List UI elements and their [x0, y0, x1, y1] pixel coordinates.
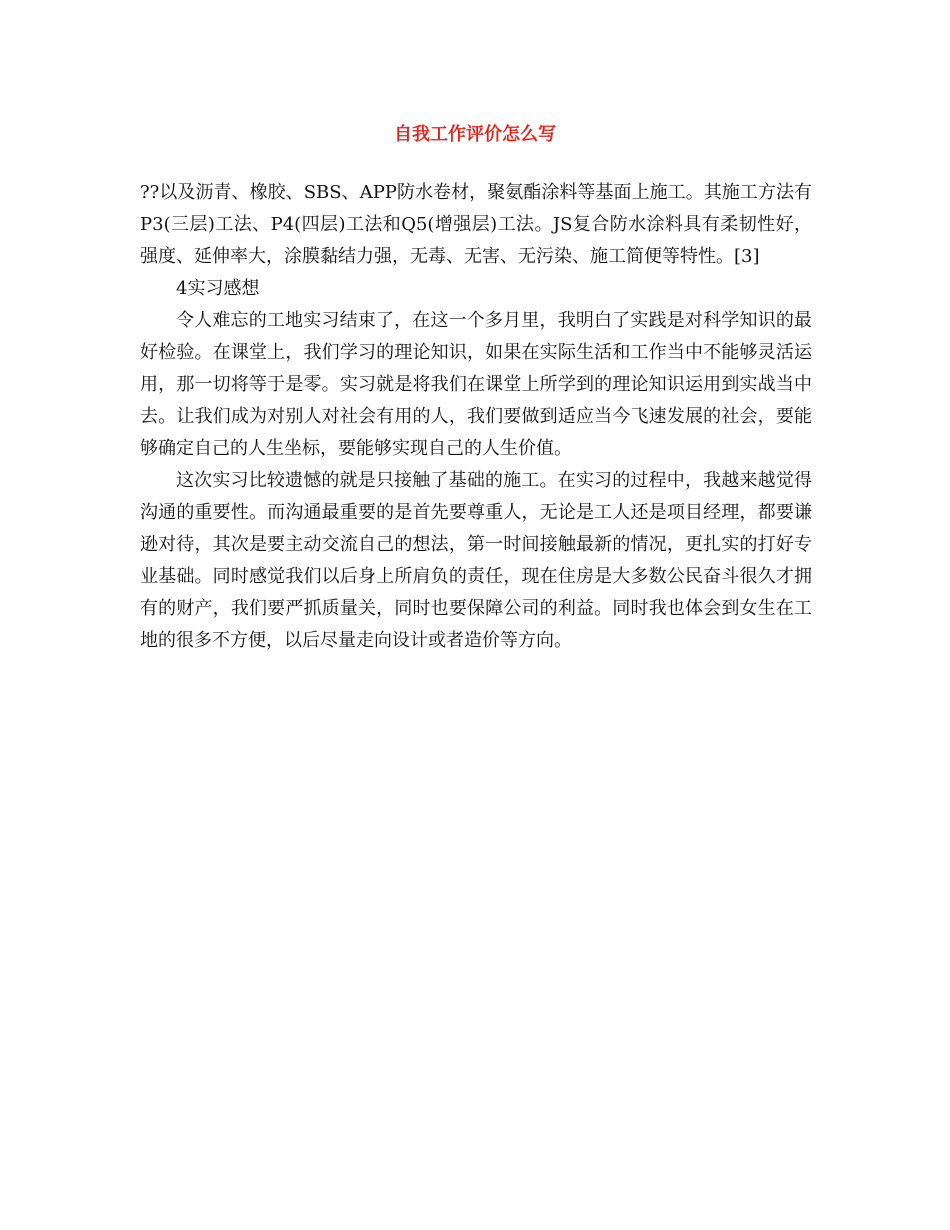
paragraph: 这次实习比较遗憾的就是只接触了基础的施工。在实习的过程中，我越来越觉得沟通的重要性。而沟通最重要的是首先要尊重人，无论是工人还是项目经理，都要谦逊对待，其次是要主动交流自己的想法，第一时间接触最新的情况，更扎实的打好专业基础。同时感觉我们以后身上所肩负的责任，现在住房是大多数公民奋斗很久才拥有的财产，我们要严抓质量关，同时也要保障公司的利益。同时我也体会到女生在工地的很多不方便，以后尽量走向设计或者造价等方向。	[140, 470, 812, 651]
paragraph-continued: ??以及沥青、橡胶、SBS、APP防水卷材，聚氨酯涂料等基面上施工。其施工方法有P3(三层)工法、P4(四层)工法和Q5(增强层)工法。JS复合防水涂料具有柔韧性好，强度、延伸率大，涂膜黏结力强，无毒、无害、无污染、施工简便等特性。[3]	[140, 182, 812, 267]
section-heading: 4实习感想	[176, 278, 260, 299]
paragraph: 令人难忘的工地实习结束了，在这一个多月里，我明白了实践是对科学知识的最好检验。在课堂上，我们学习的理论知识，如果在实际生活和工作当中不能够灵活运用，那一切将等于是零。实习就是将我们在课堂上所学到的理论知识运用到实战当中去。让我们成为对别人对社会有用的人，我们要做到适应当今飞速发展的社会，要能够确定自己的人生坐标，要能够实现自己的人生价值。	[140, 310, 812, 459]
document-body	[140, 177, 812, 657]
document-title: 自我工作评价怎么写	[394, 124, 556, 145]
